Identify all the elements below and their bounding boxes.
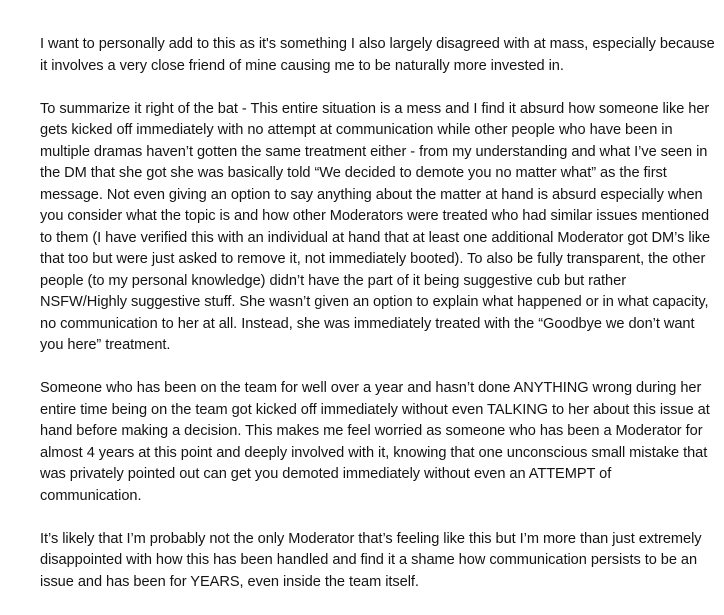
paragraph-closing: It’s likely that I’m probably not the only Moderator that’s feeling like this but I’m more than just extremely disappointed with how this has been handled and find it a shame how communication persists to be an issue and has been for YEARS, even inside the team itself.: [40, 530, 702, 590]
paragraph-summary: To summarize it right of the bat - This entire situation is a mess and I find it absurd how someone like her gets kicked off immediately with no attempt at communication while other people who have been in multiple dramas haven’t gotten the same treatment either - from my understanding and what I’ve seen in the DM that she got she was basically told “We decided to demote you no matter what” as the first message. Not even giving an option to say anything about the matter at hand is absurd especially when you consider what the topic is and how other Moderators were treated who had similar issues mentioned to them (I have verified this with an individual at hand that at least one additional Moderator got DM’s like that too but were just asked to remove it, not immediately booted). To also be fully transparent, the other people (to my personal knowledge) didn’t have the part of it being suggestive cub but rather NSFW/Highly suggestive stuff. She wasn’t given an option to explain what happened or in what capacity, no communication to her at all. Instead, she was immediately treated with the “Goodbye we don’t want you here” treatment.: [40, 100, 711, 353]
document-body: [40, 34, 716, 615]
paragraph-intro: I want to personally add to this as it's something I also largely disagreed with at mass, especially because it involves a very close friend of mine causing me to be naturally more invested in.: [40, 36, 715, 74]
paragraph-concern: Someone who has been on the team for well over a year and hasn’t done ANYTHING wrong during her entire time being on the team got kicked off immediately without even TALKING to her about this issue at hand before making a decision. This makes me feel worried as someone who has been a Moderator for almost 4 years at this point and deeply involved with it, knowing that one unconscious small mistake that was privately pointed out can get you demoted immediately without even an ATTEMPT of communication.: [40, 380, 710, 504]
